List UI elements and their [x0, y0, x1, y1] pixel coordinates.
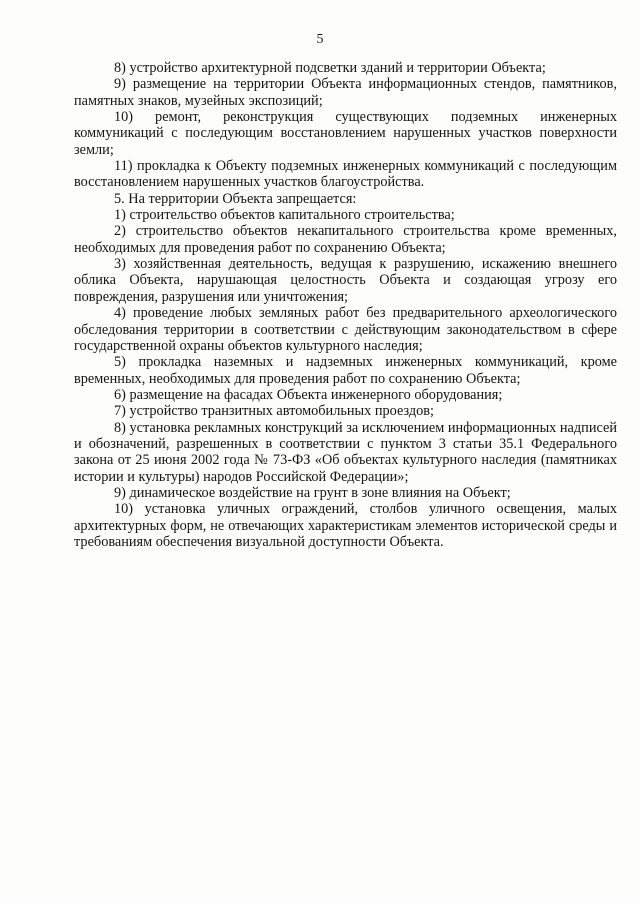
prohibited-item-1: 1) строительство объектов капитального строительства; [114, 207, 455, 224]
prohibited-item-9: 9) динамическое воздействие на грунт в зоне влияния на Объект; [114, 484, 511, 501]
section-heading-prohibited: 5. На территории Объекта запрещается: [114, 190, 357, 207]
paragraph-item-11-laying: 11) прокладка к Объекту подземных инженерных коммуникаций с последующим восстановлением нарушенных участков благоустройства. [74, 158, 617, 191]
document-body [74, 60, 617, 550]
paragraph-item-9-stands: 9) размещение на территории Объекта информационных стендов, памятников, памятных знаков, музейных экспозиций; [74, 76, 617, 109]
page-number: 5 [316, 32, 324, 47]
prohibited-item-10: 10) установка уличных ограждений, столбов уличного освещения, малых архитектурных форм, не отвечающих характеристикам элементов исторической среды и требованиям обеспечения визуальной доступности Объекта. [74, 501, 617, 550]
prohibited-item-6: 6) размещение на фасадах Объекта инженерного оборудования; [114, 386, 503, 403]
prohibited-item-5: 5) прокладка наземных и надземных инженерных коммуникаций, кроме временных, необходимых для проведения работ по сохранению Объекта; [74, 354, 617, 387]
prohibited-item-2: 2) строительство объектов некапитального строительства кроме временных, необходимых для проведения работ по сохранению Объекта; [74, 223, 617, 256]
prohibited-item-8: 8) установка рекламных конструкций за исключением информационных надписей и обозначений, разрешенных в соответствии с пунктом 3 статьи 35.1 Федерального закона от 25 июня 2002 года № 73-ФЗ «Об объектах культурного наследия (памятниках истории и культуры) народов Российской Федерации»; [74, 419, 617, 485]
paragraph-item-10-repair: 10) ремонт, реконструкция существующих подземных инженерных коммуникаций с последующим восстановлением нарушенных участков поверхности земли; [74, 109, 617, 158]
prohibited-item-4: 4) проведение любых земляных работ без предварительного археологического обследования территории в соответствии с действующим законодательством в сфере государственной охраны объектов культурного наследия; [74, 305, 617, 354]
prohibited-item-3: 3) хозяйственная деятельность, ведущая к разрушению, искажению внешнего облика Объекта, нарушающая целостность Объекта и создающая угрозу его повреждения, разрушения или уничтожения; [74, 256, 617, 305]
paragraph-item-8-lighting: 8) устройство архитектурной подсветки зданий и территории Объекта; [114, 60, 546, 76]
prohibited-item-7: 7) устройство транзитных автомобильных проездов; [114, 403, 435, 420]
